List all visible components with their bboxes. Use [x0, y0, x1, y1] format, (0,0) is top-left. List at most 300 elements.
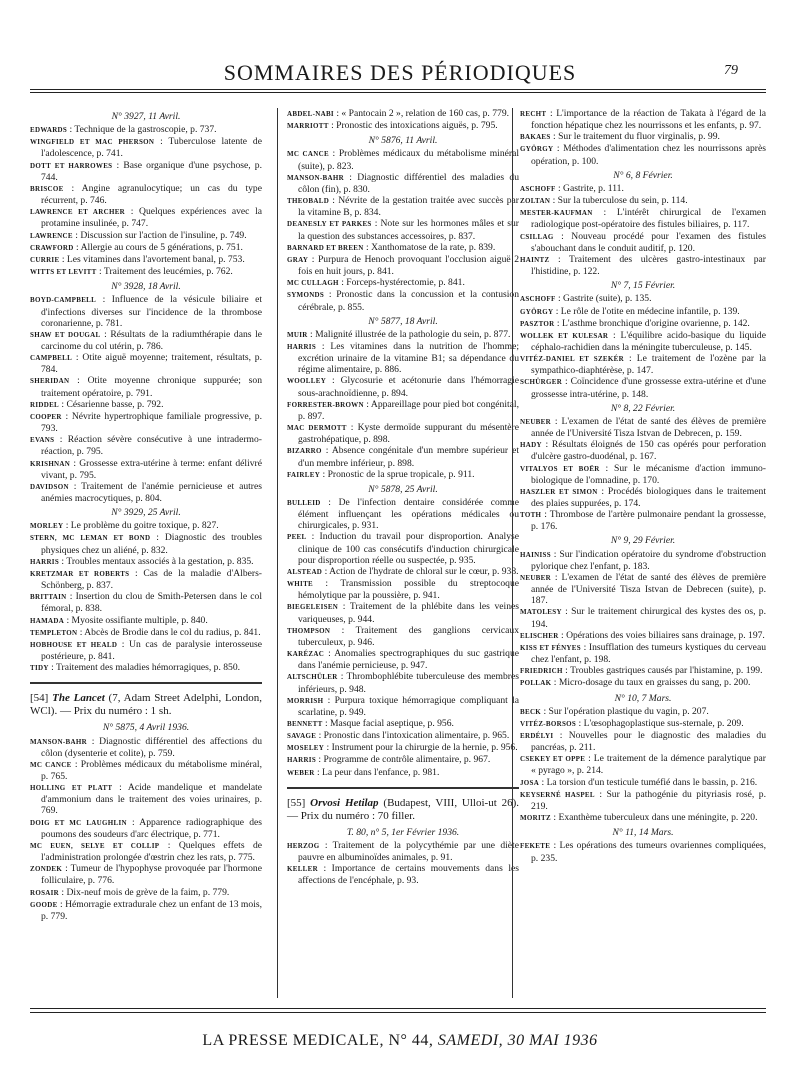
article-authors: ERDÉLYI — [520, 731, 554, 740]
article-title: Base organique d'une psychose, p. 744. — [41, 159, 263, 183]
article-entry: SAVAGE : Pronostic dans l'intoxication alimentaire, p. 965. — [287, 730, 510, 742]
article-title: Dix-neuf mois de grève de la faim, p. 779. — [66, 886, 230, 898]
article-title: Pronostic dans l'intoxication alimentaire, p. 965. — [323, 730, 510, 742]
article-authors: BARNARD ET BREEN — [287, 243, 364, 252]
article-authors: EDWARDS — [30, 126, 68, 135]
article-entry: MOSELEY : Instrument pour la chirurgie de la hernie, p. 956. — [287, 742, 518, 754]
article-title: Micro-dosage du taux en graisses du sang, p. 200. — [558, 677, 751, 689]
article-entry: MUIR : Malignité illustrée de la pathologie du sein, p. 877. — [287, 328, 511, 340]
article-authors: CSILLAG — [520, 232, 554, 241]
article-title: L'équilibre acido-basique du liquide céphalo-rachidien dans la méningite tuberculeuse, p. 145. — [531, 329, 766, 353]
article-entry: DOTT ET HARROWES : Base organique d'une psychose, p. 744. — [30, 159, 263, 183]
article-title: Discussion sur l'action de l'insuline, p. 749. — [80, 229, 247, 241]
article-entry: LAWRENCE ET ARCHER : Quelques expériences avec la protamine insulinée, p. 747. — [30, 206, 262, 230]
issue-heading: N° 5878, 25 Avril. — [368, 483, 438, 495]
article-title: Césarienne basse, p. 792. — [66, 398, 164, 410]
article-authors: TOTH — [520, 511, 542, 520]
article-authors: MC CANCE — [30, 760, 72, 769]
journal-number: [55] — [287, 796, 306, 809]
article-entry: DAVIDSON : Traitement de l'anémie pernicieuse et autres anémies macrocytiques, p. 804. — [30, 480, 262, 504]
article-entry: JOSA : La torsion d'un testicule tuméfié dans le bassin, p. 216. — [520, 776, 758, 788]
article-title: Otite aiguë moyenne; traitement, résultats, p. 784. — [41, 352, 263, 376]
article-title: Hémorragie extradurale chez un enfant de 13 mois, p. 779. — [41, 898, 262, 922]
article-entry: BARNARD ET BREEN : Xanthomatose de la rate, p. 839. — [287, 241, 496, 253]
article-entry: SHERIDAN : Otite moyenne chronique suppurée; son traitement opératoire, p. 791. — [30, 375, 262, 399]
article-authors: DAVIDSON — [30, 482, 69, 491]
article-title: Induction du travail pour disproportion. Analyse clinique de 100 cas consécutifs d'induction chirurgicale pour disproportion réelle ou suspectée, p. 935. — [298, 531, 519, 566]
article-entry: THOMPSON : Traitement des ganglions cervicaux tuberculeux, p. 946. — [287, 624, 520, 648]
article-entry: VITÉZ-BORSOS : L'œsophagoplastique sus-sternale, p. 209. — [520, 717, 744, 729]
article-entry: BECK : Sur l'opération plastique du vagin, p. 207. — [520, 705, 709, 717]
article-entry: KRISHNAN : Grossesse extra-utérine à terme: enfant délivré vivant, p. 795. — [30, 457, 262, 481]
article-title: Insertion du clou de Smith-Petersen dans le col fémoral, p. 838. — [41, 591, 262, 615]
article-entry: KELLER : Importance de certains mouvements dans les affections de l'encéphale, p. 93. — [287, 863, 519, 887]
article-title: La peur dans l'enfance, p. 981. — [322, 766, 440, 778]
footer — [0, 1032, 800, 1050]
separator-rule — [30, 682, 262, 684]
article-title: Quelques expériences avec la protamine insulinée, p. 747. — [41, 206, 262, 230]
header-rule-thin — [30, 92, 766, 93]
article-entry: VITALYOS ET BOËR : Sur le mécanisme d'action immuno-biologique de l'omnadine, p. 170. — [520, 462, 766, 486]
article-title: Myosite ossifiante multiple, p. 840. — [71, 614, 208, 626]
issue-heading: N° 10, 7 Mars. — [614, 692, 672, 704]
article-entry: VITÉZ-DANIEL ET SZEKÉR : Le traitement de l'ozène par la sympathico-diaphtérèse, p. 147. — [520, 353, 766, 377]
article-title: Le traitement de l'ozène par la sympathico-diaphtérèse, p. 147. — [531, 353, 766, 377]
article-title: Diagnostic des troubles physiques chez un aliéné, p. 832. — [41, 532, 262, 556]
article-authors: BAKAES — [520, 133, 551, 142]
article-entry: POLLAK : Micro-dosage du taux en graisses du sang, p. 200. — [520, 677, 751, 689]
article-title: Sur le traitement chirurgical des kystes des os, p. 194. — [531, 606, 766, 630]
article-title: Quelques effets de l'administration prolongée d'œstrin chez les rats, p. 775. — [41, 839, 263, 864]
article-entry: WOOLLEY : Glycosurie et acétonurie dans l'hémorragie sous-arachnoïdienne, p. 894. — [287, 375, 519, 399]
article-authors: WOOLLEY — [287, 377, 327, 386]
article-entry: HAMADA : Myosite ossifiante multiple, p. 840. — [30, 614, 208, 626]
article-authors: TEMPLETON — [30, 628, 78, 637]
article-title: Opérations des voies biliaires sans drainage, p. 197. — [566, 629, 765, 641]
article-entry: WITTS ET LEVITT : Traitement des leucémies, p. 762. — [30, 266, 233, 278]
article-entry: NEUBER : L'examen de l'état de santé des élèves de première année de l'Université Tisza Istvan de Debrecen, p. 159. — [520, 415, 767, 440]
article-authors: SAVAGE — [287, 732, 317, 741]
article-entry: HASZLER ET SIMON : Procédés biologiques dans le traitement des plaies suppurées, p. 174. — [520, 485, 766, 509]
article-entry: FAIRLEY : Pronostic de la sprue tropicale, p. 911. — [287, 468, 475, 480]
article-authors: WHITE — [287, 580, 314, 589]
article-title: Diagnostic différentiel des affections du côlon (dysenterie et colite), p. 759. — [41, 735, 262, 759]
article-title: Troubles gastriques causés par l'histamine, p. 199. — [570, 665, 763, 677]
article-title: Forceps-hystérectomie, p. 841. — [346, 277, 465, 289]
article-entry: ROSAIR : Dix-neuf mois de grève de la faim, p. 779. — [30, 886, 230, 898]
article-title: Malignité illustrée de la pathologie du sein, p. 877. — [315, 328, 511, 340]
article-title: Pronostic des intoxications aiguës, p. 795. — [336, 120, 498, 132]
article-authors: THOMPSON — [287, 626, 331, 635]
article-entry: BULLEID : De l'infection dentaire considérée comme élément influençant les opérations médicales ou chirurgicales, p. 931. — [287, 497, 520, 532]
article-authors: GYÖRGY — [520, 307, 554, 316]
article-authors: ASCHOFF — [520, 184, 556, 193]
article-entry: ALTSCHÜLER : Thrombophlébite tuberculeuse des membres inférieurs, p. 948. — [287, 671, 519, 695]
article-authors: WITTS ET LEVITT — [30, 268, 97, 277]
article-authors: MUIR — [287, 330, 308, 339]
article-authors: CURRIE — [30, 255, 60, 264]
article-title: La torsion d'un testicule tuméfié dans le bassin, p. 216. — [546, 776, 758, 788]
article-authors: BULLEID — [287, 499, 321, 507]
article-authors: BRISCOE — [30, 184, 64, 193]
article-title: Problèmes médicaux du métabolisme minéral (suite), p. 823. — [298, 148, 520, 172]
article-entry: ASCHOFF : Gastrite, p. 111. — [520, 182, 624, 194]
article-entry: CURRIE : Les vitamines dans l'avortement banal, p. 753. — [30, 253, 245, 265]
article-authors: ELISCHER — [520, 631, 559, 640]
article-authors: MATOLESY — [520, 608, 562, 617]
article-title: Exanthème tuberculeux dans une méningite, p. 220. — [558, 812, 758, 824]
article-authors: HARRIS — [287, 756, 317, 765]
issue-heading: N° 3928, 18 Avril. — [111, 281, 181, 293]
article-entry: MARRIOTT : Pronostic des intoxications aiguës, p. 795. — [287, 120, 498, 132]
article-authors: MANSON-BAHR — [287, 173, 344, 182]
article-entry: BAKAES : Sur le traitement du fluor virginalis, p. 99. — [520, 131, 720, 143]
column-divider — [277, 108, 278, 998]
article-title: Un cas de paralysie interosseuse postérieure, p. 841. — [41, 638, 262, 663]
article-title: Procédés biologiques dans le traitement des plaies suppurées, p. 174. — [531, 485, 766, 509]
article-entry: SCHÜRGER : Coïncidence d'une grossesse extra-utérine et d'une grossesse intra-utérine, p. 148. — [520, 376, 766, 400]
article-title: Traitement de la phlébite dans les veines variqueuses, p. 944. — [298, 601, 519, 625]
article-entry: HAINTZ : Traitement des ulcères gastro-intestinaux par l'histidine, p. 122. — [520, 253, 766, 278]
article-authors: HOLLING ET PLATT — [30, 784, 113, 793]
article-title: Technique de la gastroscopie, p. 737. — [74, 124, 217, 136]
article-title: Otite moyenne chronique suppurée; son traitement opératoire, p. 791. — [41, 375, 262, 399]
article-entry: HOLLING ET PLATT : Acide mandelique et mandelate d'ammonium dans le traitement des voies urinaires, p. 769. — [30, 782, 262, 817]
article-authors: HAINISS — [520, 550, 551, 559]
article-entry: BOYD-CAMPBELL : Influence de la vésicule biliaire et d'infections diverses sur l'incidence de la thrombose coronarienne, p. 781. — [30, 294, 263, 329]
article-authors: KEYSERNÉ HASPEL — [520, 790, 595, 799]
article-title: Thrombophlébite tuberculeuse des membres inférieurs, p. 948. — [298, 671, 519, 695]
issue-heading: N° 5876, 11 Avril. — [368, 135, 438, 147]
article-title: Traitement des maladies hémorragiques, p. 850. — [56, 662, 241, 674]
article-entry: PASZTOR : L'asthme bronchique d'origine ovarienne, p. 142. — [520, 317, 750, 329]
article-authors: CRAWFORD — [30, 243, 74, 252]
article-title: Névrite de la gestation traitée avec succès par la vitamine B, p. 834. — [298, 195, 519, 219]
article-authors: NEUBER — [520, 417, 551, 426]
article-authors: MORRISH — [287, 696, 324, 705]
article-authors: THEOBALD — [287, 197, 330, 206]
article-authors: SCHÜRGER — [520, 378, 563, 387]
article-title: Instrument pour la chirurgie de la hernie, p. 956. — [331, 742, 518, 754]
article-title: Purpura de Henoch provoquant l'occlusion aiguë 2 fois en huit jours, p. 841. — [298, 253, 519, 278]
article-entry: MORRISH : Purpura toxique hémorragique compliquant la scarlatine, p. 949. — [287, 694, 519, 718]
article-authors: HADY — [520, 441, 542, 450]
article-authors: ALTSCHÜLER — [287, 673, 338, 682]
page-number: 79 — [724, 63, 738, 78]
article-title: Nouveau procédé pour l'examen des fistules s'abouchant dans le conduit auditif, p. 120. — [531, 230, 766, 254]
issue-heading: N° 5875, 4 Avril 1936. — [102, 722, 190, 734]
article-authors: CSEKEY ET OPPE — [520, 755, 586, 764]
article-title: Glycosurie et acétonurie dans l'hémorragie sous-arachnoïdienne, p. 894. — [298, 375, 519, 399]
article-title: Acide mandelique et mandelate d'ammonium dans le traitement des voies urinaires, p. 769. — [41, 782, 262, 817]
article-authors: ZOLTAN — [520, 197, 551, 206]
article-entry: MC EUEN, SELYE ET COLLIP : Quelques effets de l'administration prolongée d'œstrin chez les rats, p. 775. — [30, 839, 263, 864]
article-title: Réaction sévère consécutive à une intradermo-réaction, p. 795. — [41, 434, 262, 458]
article-title: Traitement des ulcères gastro-intestinaux par l'histidine, p. 122. — [531, 253, 766, 278]
article-entry: RECHT : L'importance de la réaction de Takata à l'égard de la fonction hépatique chez les nourrissons et les enfants, p. 97. — [520, 108, 766, 132]
column-middle — [287, 108, 519, 887]
article-title: Pronostic de la sprue tropicale, p. 911. — [327, 468, 475, 480]
article-entry: PEEL : Induction du travail pour disproportion. Analyse clinique de 100 cas consécutifs d'induction chirurgicale pour disproportion réelle ou suspectée, p. 935. — [287, 531, 519, 566]
article-entry: STERN, MC LEMAN ET BOND : Diagnostic des troubles physiques chez un aliéné, p. 832. — [30, 532, 262, 556]
article-entry: NEUBER : L'examen de l'état de santé des élèves de première année de l'Université Tisza Istvan de Debrecen (suite), p. 187. — [520, 571, 767, 607]
article-entry: MANSON-BAHR : Diagnostic différentiel des maladies du côlon (fin), p. 830. — [287, 171, 519, 195]
article-entry: BRITTAIN : Insertion du clou de Smith-Petersen dans le col fémoral, p. 838. — [30, 591, 262, 615]
article-authors: DEANESLY ET PARKES — [287, 220, 372, 229]
article-authors: BOYD-CAMPBELL — [30, 296, 97, 305]
article-authors: MC CULLAGH — [287, 279, 339, 288]
article-authors: WINGFIELD ET MAC PHERSON — [30, 138, 155, 147]
issue-heading: N° 5877, 18 Avril. — [368, 315, 438, 327]
article-title: Masque facial aseptique, p. 956. — [330, 717, 454, 729]
article-title: Purpura toxique hémorragique compliquant la scarlatine, p. 949. — [298, 694, 519, 718]
article-title: Les vitamines dans l'avortement banal, p. 753. — [66, 253, 245, 265]
article-entry: SYMONDS : Pronostic dans la concussion et la contusion cérébrale, p. 855. — [287, 289, 519, 313]
article-title: Absence congénitale d'un membre supérieur et d'un membre inférieur, p. 898. — [298, 445, 519, 469]
article-authors: LAWRENCE — [30, 231, 73, 240]
article-title: Le traitement de la démence paralytique par « pyrago », p. 214. — [531, 753, 766, 777]
article-title: Note sur les hormones mâles et sur la question des substances accessoires, p. 837. — [298, 218, 519, 242]
article-title: L'importance de la réaction de Takata à l'égard de la fonction hépatique chez les nourrissons et les enfants, p. 97. — [531, 108, 766, 132]
article-title: De l'infection dentaire considérée comme élément influençant les opérations médicales ou chirurgicales, p. 931. — [298, 497, 520, 532]
header-rule — [30, 89, 766, 90]
article-entry: MC CANCE : Problèmes médicaux du métabolisme minéral, p. 765. — [30, 758, 262, 782]
article-title: Appareillage pour pied bot congénital, p. 897. — [298, 398, 520, 422]
article-title: L'œsophagoplastique sus-sternale, p. 209. — [583, 717, 744, 729]
article-title: Traitement des ganglions cervicaux tuberculeux, p. 946. — [298, 624, 520, 648]
article-authors: BECK — [520, 707, 542, 716]
journal-name: Orvosi Hetilap — [310, 796, 379, 809]
article-authors: HAINTZ — [520, 255, 550, 264]
footer-date: SAMEDI, 30 MAI 1936 — [437, 1032, 598, 1049]
article-authors: SHERIDAN — [30, 377, 70, 386]
article-title: Cas de la maladie d'Albers-Schönberg, p. 837. — [41, 567, 262, 592]
article-entry: KRETZMAR ET ROBERTS : Cas de la maladie d'Albers-Schönberg, p. 837. — [30, 567, 262, 592]
article-title: Nouvelles pour le diagnostic des maladies du pancréas, p. 211. — [531, 729, 766, 754]
article-title: L'examen de l'état de santé des élèves de première année de l'Université Tisza Istvan de Debrecen (suite), p. 187. — [531, 571, 767, 607]
article-title: Gastrite, p. 111. — [563, 182, 624, 194]
article-entry: RIDDEL : Césarienne basse, p. 792. — [30, 398, 164, 410]
article-authors: FAIRLEY — [287, 470, 321, 479]
article-authors: SYMONDS — [287, 291, 325, 300]
article-entry: ZOLTAN : Sur la tuberculose du sein, p. 114. — [520, 195, 688, 207]
journal-name: The Lancet — [52, 692, 105, 705]
article-title: Xanthomatose de la rate, p. 839. — [371, 241, 496, 253]
article-entry: TOTH : Thrombose de l'artère pulmonaire pendant la grossesse, p. 176. — [520, 509, 766, 533]
article-entry: MAC DERMOTT : Kyste dermoïde suppurant du mésentère gastrohépatique, p. 898. — [287, 422, 520, 446]
article-authors: VITÉZ-BORSOS — [520, 719, 577, 728]
article-authors: BENNETT — [287, 719, 323, 728]
article-entry: ZONDEK : Tumeur de l'hypophyse provoquée par l'hormone folliculaire, p. 776. — [30, 863, 262, 887]
article-authors: BIZARRO — [287, 447, 322, 456]
article-title: Résultats éloignés de 150 cas opérés pour perforation d'ulcère gastro-duodénal, p. 167. — [531, 439, 767, 463]
article-authors: MORITZ — [520, 814, 551, 823]
article-entry: ERDÉLYI : Nouvelles pour le diagnostic des maladies du pancréas, p. 211. — [520, 729, 766, 754]
article-entry: FRIEDRICH : Troubles gastriques causés par l'histamine, p. 199. — [520, 665, 763, 677]
issue-heading: T. 80, n° 5, 1er Février 1936. — [346, 826, 460, 838]
article-entry: BENNETT : Masque facial aseptique, p. 956. — [287, 717, 454, 729]
article-authors: SHAW ET DOUGAL — [30, 330, 101, 339]
article-title: Traitement de l'anémie pernicieuse et autres anémies macrocytiques, p. 804. — [41, 480, 262, 504]
journal-heading — [30, 692, 262, 718]
issue-heading: N° 7, 15 Février. — [610, 280, 676, 292]
article-authors: ZONDEK — [30, 865, 63, 874]
journal-number: [54] — [30, 692, 49, 705]
article-entry: MANSON-BAHR : Diagnostic différentiel des affections du côlon (dysenterie et colite), p. 759. — [30, 735, 262, 759]
article-title: Pronostic dans la concussion et la contusion cérébrale, p. 855. — [298, 289, 519, 313]
article-entry: BRISCOE : Angine agranulocytique; un cas du type récurrent, p. 746. — [30, 182, 262, 207]
article-authors: DOTT ET HARROWES — [30, 161, 113, 170]
article-title: Sur l'opération plastique du vagin, p. 207. — [548, 705, 709, 717]
footer-journal: LA PRESSE MEDICALE, N° 44, — [202, 1032, 438, 1049]
article-authors: ROSAIR — [30, 888, 60, 897]
article-authors: VITÉZ-DANIEL ET SZEKÉR — [520, 355, 624, 364]
journal-heading — [287, 797, 519, 823]
article-authors: KRETZMAR ET ROBERTS — [30, 569, 130, 578]
article-title: Kyste dermoïde suppurant du mésentère gastrohépatique, p. 898. — [298, 422, 520, 446]
article-entry: MATOLESY : Sur le traitement chirurgical des kystes des os, p. 194. — [520, 606, 766, 630]
issue-heading: N° 9, 29 Février. — [610, 535, 676, 547]
article-title: Programme de contrôle alimentaire, p. 967. — [323, 754, 491, 766]
article-authors: FRIEDRICH — [520, 667, 563, 676]
article-entry: BIEGELEISEN : Traitement de la phlébite dans les veines variqueuses, p. 944. — [287, 601, 519, 625]
article-entry: FEKETE : Les opérations des tumeurs ovariennes compliquées, p. 235. — [520, 840, 767, 864]
article-title: Sur l'indication opératoire du syndrome d'obstruction pylorique chez l'enfant, p. 183. — [531, 548, 766, 572]
article-authors: ALSTEAD — [287, 567, 323, 576]
article-entry: CSEKEY ET OPPE : Le traitement de la démence paralytique par « pyrago », p. 214. — [520, 753, 766, 777]
article-entry: GOODE : Hémorragie extradurale chez un enfant de 13 mois, p. 779. — [30, 898, 262, 922]
article-title: Angine agranulocytique; un cas du type récurrent, p. 746. — [41, 182, 262, 207]
article-authors: BIEGELEISEN — [287, 603, 339, 612]
article-authors: KISS ET FÉNYES — [520, 643, 581, 652]
article-entry: TIDY : Traitement des maladies hémorragiques, p. 850. — [30, 662, 241, 674]
article-entry: CSILLAG : Nouveau procédé pour l'examen des fistules s'abouchant dans le conduit auditif, p. 120. — [520, 230, 766, 254]
article-title: Traitement des leucémies, p. 762. — [103, 266, 233, 278]
article-title: Transmission possible du streptocoque hémolytique par la poussière, p. 941. — [298, 578, 519, 602]
article-authors: MESTER-KAUFMAN — [520, 209, 593, 218]
article-title: Méthodes d'alimentation chez les nourrissons après opération, p. 100. — [531, 143, 766, 167]
article-title: Importance de certains mouvements dans les affections de l'encéphale, p. 93. — [298, 863, 519, 887]
article-title: Névrite hypertrophique familiale progressive, p. 793. — [41, 410, 262, 435]
article-entry: MORLEY : Le problème du goitre toxique, p. 827. — [30, 520, 219, 532]
article-authors: FEKETE — [520, 842, 551, 851]
article-title: Insufflation des tumeurs kystiques du cerveau chez l'enfant, p. 198. — [531, 641, 766, 666]
article-title: Troubles mentaux associés à la gestation, p. 835. — [66, 555, 254, 567]
article-entry: GYÖRGY : Le rôle de l'otite en médecine infantile, p. 139. — [520, 305, 740, 317]
article-authors: GOODE — [30, 900, 58, 909]
issue-heading: N° 6, 8 Février. — [613, 169, 673, 181]
article-entry: HARRIS : Troubles mentaux associés à la gestation, p. 835. — [30, 555, 254, 567]
article-entry: BIZARRO : Absence congénitale d'un membre supérieur et d'un membre inférieur, p. 898. — [287, 445, 519, 469]
article-entry: CAMPBELL : Otite aiguë moyenne; traitement, résultats, p. 784. — [30, 352, 263, 376]
footer-rule — [30, 1008, 766, 1009]
article-authors: FORRESTER-BROWN — [287, 400, 364, 409]
article-title: Les vitamines dans la nutrition de l'homme; excrétion urinaire de la vitamine B1; sa dépendance du régime alimentaire, p. 886. — [298, 340, 519, 376]
issue-heading: N° 3927, 11 Avril. — [111, 111, 181, 122]
article-title: L'asthme bronchique d'origine ovarienne, p. 142. — [562, 317, 750, 329]
article-authors: MORLEY — [30, 522, 64, 531]
article-title: Gastrite (suite), p. 135. — [563, 293, 652, 305]
article-authors: MAC DERMOTT — [287, 424, 347, 433]
article-entry: GRAY : Purpura de Henoch provoquant l'occlusion aiguë 2 fois en huit jours, p. 841. — [287, 253, 519, 278]
article-title: Allergie au cours de 5 générations, p. 751. — [80, 241, 243, 253]
article-authors: MC EUEN, SELYE ET COLLIP — [30, 841, 160, 850]
article-entry: DOIG ET MC LAUGHLIN : Apparence radiographique des poumons des soudeurs d'arc électrique, p. 771. — [30, 816, 262, 840]
article-authors: WEBER — [287, 768, 315, 777]
article-entry: EDWARDS : Technique de la gastroscopie, p. 737. — [30, 124, 217, 136]
article-entry: ALSTEAD : Action de l'hydrate de chloral sur le cœur, p. 938. — [287, 565, 519, 577]
article-entry: MC CULLAGH : Forceps-hystérectomie, p. 841. — [287, 277, 465, 289]
page-title: SOMMAIRES DES PÉRIODIQUES — [223, 60, 577, 85]
journal-details: (Budapest, VIII, Ullοi-ut 26). — Prix du numéro : 70 filler. — [287, 796, 519, 822]
article-authors: COOPER — [30, 412, 62, 421]
article-title: Problèmes médicaux du métabolisme minéral, p. 765. — [41, 758, 262, 782]
article-authors: KRISHNAN — [30, 459, 71, 468]
separator-rule — [287, 787, 519, 789]
article-authors: WOLLEK ET KULESAR — [520, 331, 609, 340]
article-entry: WOLLEK ET KULESAR : L'équilibre acido-basique du liquide céphalo-rachidien dans la méningite tuberculeuse, p. 145. — [520, 329, 766, 353]
article-entry: HERZOG : Traitement de la polycythémie par une diète pauvre en albuminoïdes animales, p. 91. — [287, 839, 519, 864]
article-authors: TIDY — [30, 664, 49, 673]
article-authors: STERN, MC LEMAN ET BOND — [30, 534, 151, 543]
article-title: Résultats de la radiumthérapie dans le carcinome du col utérin, p. 786. — [41, 328, 262, 352]
issue-heading: N° 11, 14 Mars. — [612, 827, 674, 839]
article-title: Grossesse extra-utérine à terme: enfant délivré vivant, p. 795. — [41, 457, 262, 481]
article-authors: GYÖRGY — [520, 145, 554, 154]
article-title: L'intérêt chirurgical de l'examen radiologique post-opératoire des fistules biliaires, p. 117. — [531, 207, 766, 231]
issue-heading: N° 8, 22 Février. — [610, 402, 676, 414]
article-entry: WEBER : La peur dans l'enfance, p. 981. — [287, 766, 440, 778]
article-title: Tuberculose latente de l'adolescence, p. 741. — [41, 136, 262, 160]
article-authors: MC CANCE — [287, 150, 329, 159]
column-left — [30, 108, 262, 922]
article-authors: BRITTAIN — [30, 593, 67, 602]
article-title: Coïncidence d'une grossesse extra-utérine et d'une grossesse intra-utérine, p. 148. — [531, 376, 766, 400]
article-title: Apparence radiographique des poumons des soudeurs d'arc électrique, p. 771. — [41, 816, 262, 840]
article-authors: KELLER — [287, 865, 318, 874]
article-title: Les opérations des tumeurs ovariennes compliquées, p. 235. — [531, 840, 767, 864]
article-authors: HAMADA — [30, 616, 65, 625]
article-title: Tumeur de l'hypophyse provoquée par l'hormone folliculaire, p. 776. — [41, 863, 262, 887]
article-entry: WHITE : Transmission possible du streptocoque hémolytique par la poussière, p. 941. — [287, 578, 519, 602]
article-authors: EVANS — [30, 436, 55, 445]
article-authors: RECHT — [520, 110, 547, 118]
article-entry: MC CANCE : Problèmes médicaux du métabolisme minéral (suite), p. 823. — [287, 148, 520, 172]
article-entry: ABDEL-NABI : « Pantocain 2 », relation de 160 cas, p. 779. — [287, 108, 510, 119]
article-title: Sur le traitement du fluor virginalis, p. 99. — [558, 131, 720, 143]
article-entry: HARRIS : Programme de contrôle alimentaire, p. 967. — [287, 754, 491, 766]
column-divider — [512, 108, 513, 998]
article-authors: NEUBER — [520, 573, 551, 582]
article-entry: ELISCHER : Opérations des voies biliaires sans drainage, p. 197. — [520, 629, 765, 641]
article-title: Le problème du goitre toxique, p. 827. — [70, 520, 219, 532]
article-entry: TEMPLETON : Abcès de Brodie dans le col du radius, p. 841. — [30, 626, 261, 638]
article-authors: DOIG ET MC LAUGHLIN — [30, 818, 127, 827]
article-authors: PASZTOR — [520, 319, 555, 328]
article-authors: MOSELEY — [287, 744, 325, 753]
article-title: Influence de la vésicule biliaire et d'infections diverses sur l'incidence de la thrombose coronarienne, p. 781. — [41, 294, 263, 329]
article-title: Thrombose de l'artère pulmonaire pendant la grossesse, p. 176. — [531, 509, 766, 533]
article-authors: HERZOG — [287, 841, 320, 850]
article-title: Diagnostic différentiel des maladies du côlon (fin), p. 830. — [298, 171, 519, 195]
article-authors: JOSA — [520, 778, 540, 787]
article-authors: GRAY — [287, 255, 309, 264]
section-separator — [287, 787, 519, 789]
article-entry: KEYSERNÉ HASPEL : Sur la pathogénie du pityriasis rosé, p. 219. — [520, 788, 766, 812]
article-entry: WINGFIELD ET MAC PHERSON : Tuberculose latente de l'adolescence, p. 741. — [30, 136, 262, 160]
article-entry: SHAW ET DOUGAL : Résultats de la radiumthérapie dans le carcinome du col utérin, p. 786. — [30, 328, 262, 352]
article-authors: HARRIS — [287, 342, 317, 351]
